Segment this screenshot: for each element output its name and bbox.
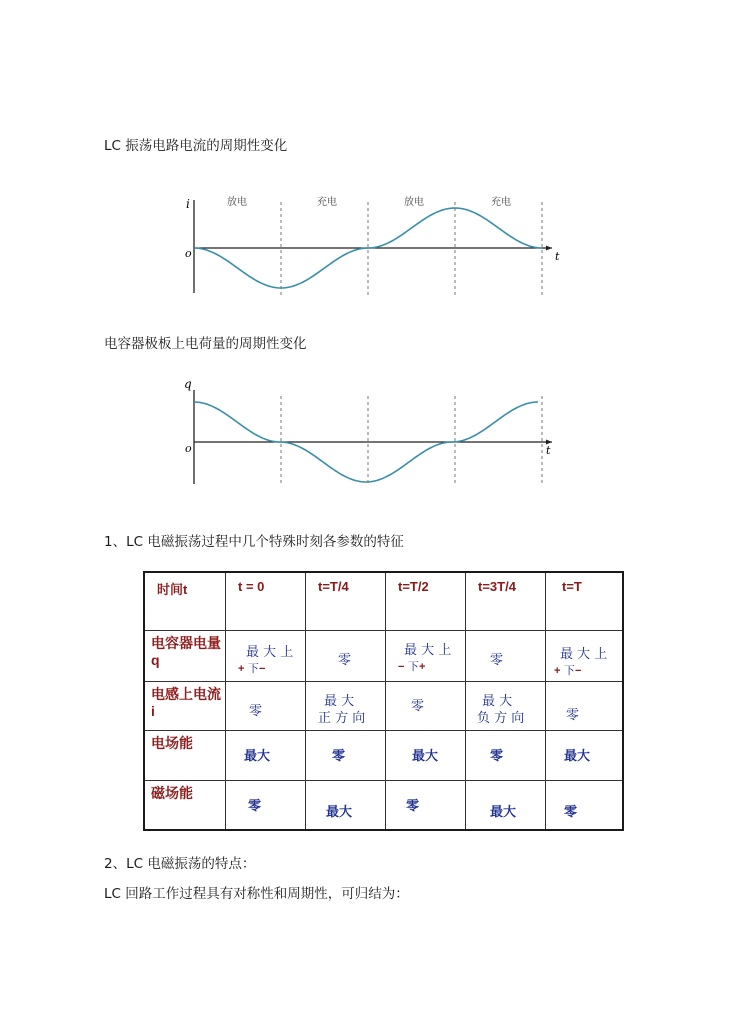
cell-q-t3-value: 零	[490, 652, 504, 668]
time-label-t0: t = 0	[238, 579, 265, 594]
cell-i-t3	[466, 681, 546, 730]
heading-current-graph: LC 振荡电路电流的周期性变化	[104, 138, 288, 154]
charge-origin-label: o	[185, 442, 192, 455]
current-x-arrow	[546, 246, 552, 251]
heading-table: 1、LC 电磁振荡过程中几个特殊时刻各参数的特征	[104, 534, 404, 550]
table-row-magnetic-energy	[144, 780, 623, 830]
header-t3	[466, 572, 546, 630]
cell-m-t1	[306, 780, 386, 830]
header-t0	[226, 572, 306, 630]
cell-q-t2-sub	[398, 655, 425, 674]
cell-q-t2-main: 最 大 上	[404, 642, 452, 658]
table-row-electric-energy	[144, 730, 623, 780]
cell-i-t0	[226, 681, 306, 730]
cell-i-t4-value: 零	[566, 707, 580, 723]
charge-phase-dividers	[281, 396, 542, 486]
cell-m-t3	[466, 780, 546, 830]
cell-q-t0-main: 最 大 上	[246, 644, 294, 660]
charge-y-label: q	[184, 377, 192, 391]
cell-m-t2-value: 零	[406, 798, 420, 814]
row-label-charge: 电容器电量q	[144, 630, 226, 681]
current-chart	[160, 190, 580, 300]
minus-sign: −	[398, 660, 405, 673]
plus-sign: +	[554, 664, 561, 677]
cell-i-t2-value: 零	[411, 698, 425, 714]
cell-i-t2	[386, 681, 466, 730]
cell-q-t3	[466, 630, 546, 681]
parameter-table	[143, 571, 624, 831]
cell-q-t4-main: 最 大 上	[560, 646, 608, 662]
cell-e-t3	[466, 730, 546, 780]
table-row-current	[144, 681, 623, 730]
cell-e-t3-value: 零	[490, 748, 504, 764]
time-label-t2: t=T/2	[398, 579, 429, 594]
heading-charge-graph: 电容器极板上电荷量的周期性变化	[104, 336, 307, 352]
phase-label-discharge-2: 放电	[404, 197, 424, 208]
header-t4	[546, 572, 624, 630]
header-t1	[306, 572, 386, 630]
time-label-t1: t=T/4	[318, 579, 349, 594]
heading-summary: LC 回路工作过程具有对称性和周期性，可归结为：	[104, 886, 409, 902]
minus-sign: −	[574, 664, 582, 677]
cell-e-t1	[306, 730, 386, 780]
row-label-current: 电感上电流i	[144, 681, 226, 730]
charge-x-label: t	[546, 444, 551, 457]
cell-e-t4-value: 最大	[564, 748, 591, 764]
cell-e-t0	[226, 730, 306, 780]
table-row-charge	[144, 630, 623, 681]
charge-chart	[160, 376, 580, 491]
row-label-electric-energy: 电场能	[144, 730, 226, 780]
table-header-row	[144, 572, 623, 630]
plus-sign: +	[418, 660, 426, 673]
current-x-label: t	[555, 250, 560, 263]
phase-label-charge-2: 充电	[491, 197, 511, 208]
cell-e-t4	[546, 730, 624, 780]
heading-features: 2、LC 电磁振荡的特点：	[104, 856, 256, 872]
cell-e-t2-value: 最大	[412, 748, 439, 764]
minus-sign: −	[258, 662, 266, 675]
cell-i-t1	[306, 681, 386, 730]
cell-q-t0-mid: 下	[244, 661, 259, 675]
cell-e-t2	[386, 730, 466, 780]
cell-q-t2	[386, 630, 466, 681]
cell-i-t0-value: 零	[249, 703, 263, 719]
cell-m-t4-value: 零	[564, 804, 578, 820]
cell-i-t4	[546, 681, 624, 730]
cell-q-t4	[546, 630, 624, 681]
cell-q-t4-sub	[554, 659, 581, 678]
cell-m-t1-value: 最大	[326, 804, 353, 820]
cell-i-t1-b: 正 方 向	[318, 710, 366, 726]
cell-q-t1	[306, 630, 386, 681]
cell-e-t1-value: 零	[332, 748, 346, 764]
plus-sign: +	[238, 662, 245, 675]
phase-label-discharge-1: 放电	[227, 197, 247, 208]
header-corner	[144, 572, 226, 630]
cell-i-t3-b: 负 方 向	[477, 710, 525, 726]
cell-q-t0-sub	[238, 657, 265, 676]
time-label-t4: t=T	[562, 579, 582, 594]
cell-m-t3-value: 最大	[490, 804, 517, 820]
cell-i-t3-a: 最 大	[482, 693, 513, 709]
corner-label: 时间t	[157, 582, 188, 597]
cell-m-t0	[226, 780, 306, 830]
cell-q-t2-mid: 下	[404, 659, 419, 673]
current-y-label: i	[186, 197, 190, 211]
cell-e-t0-value: 最大	[244, 748, 271, 764]
cell-m-t2	[386, 780, 466, 830]
cell-q-t1-value: 零	[338, 652, 352, 668]
time-label-t3: t=3T/4	[478, 579, 516, 594]
cell-m-t0-value: 零	[248, 798, 262, 814]
cell-m-t4	[546, 780, 624, 830]
cell-q-t4-mid: 下	[560, 663, 575, 677]
header-t2	[386, 572, 466, 630]
cell-i-t1-a: 最 大	[324, 693, 355, 709]
current-origin-label: o	[185, 247, 192, 260]
cell-q-t0	[226, 630, 306, 681]
row-label-magnetic-energy: 磁场能	[144, 780, 226, 830]
phase-label-charge-1: 充电	[317, 197, 337, 208]
